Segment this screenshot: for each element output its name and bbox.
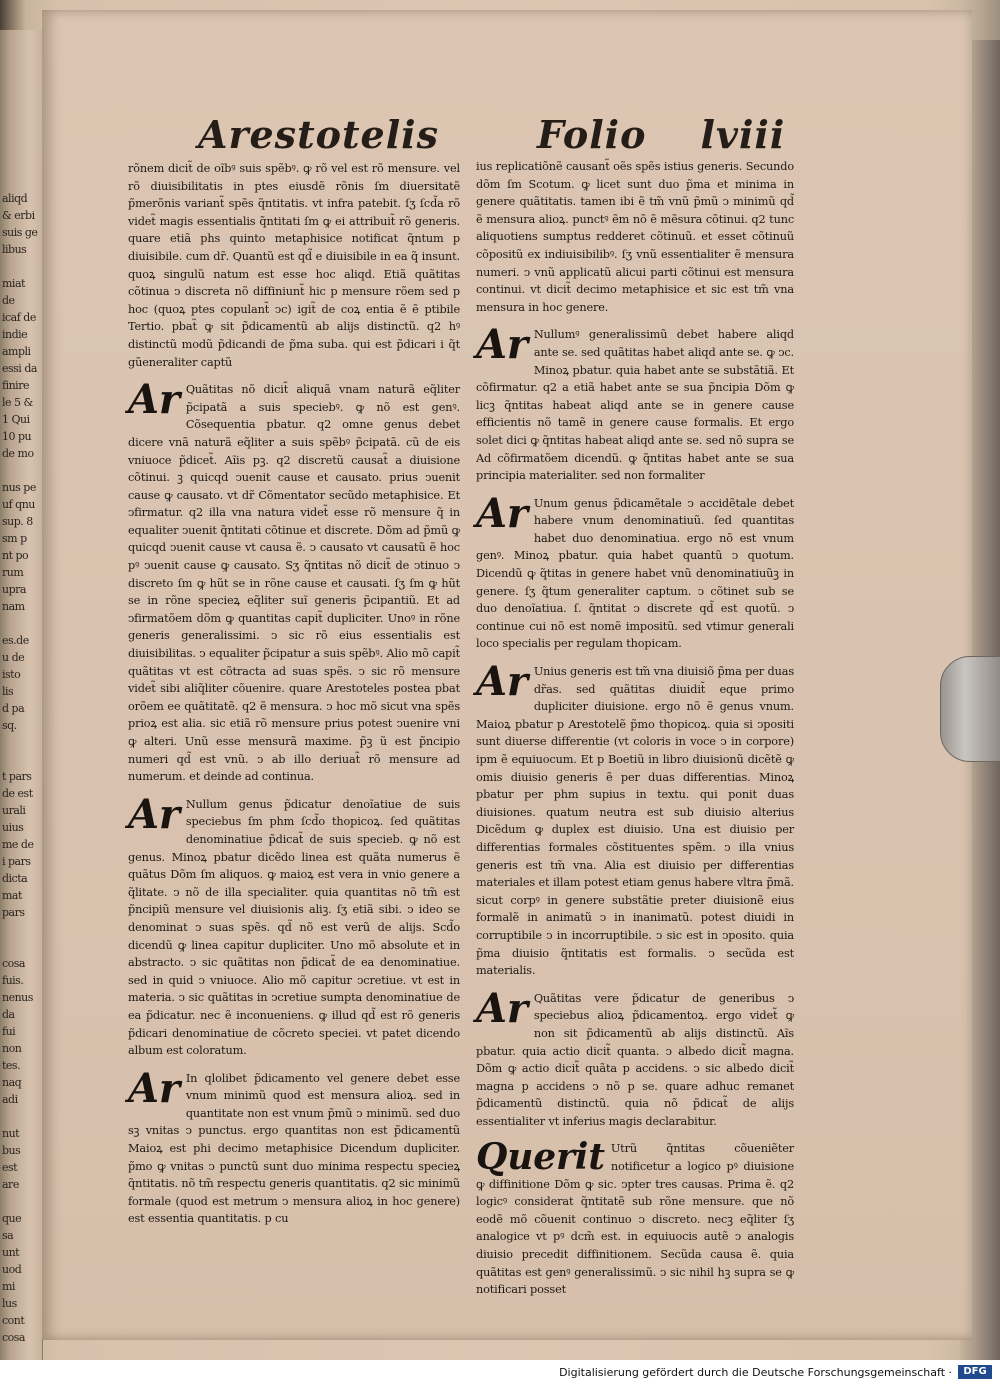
folio-header <box>537 112 785 157</box>
paragraph-text: Quãtitas nõ dicit̃ aliquã vnam naturã eq̃liter p̃cipatã a suis speciebꝰ. ꝙ nõ est genꝰ. Cõsequentia pbatur. q2 omne genus debet dicere vnã naturã eq̃liter a suis spẽbꝰ p̃cipatã. cũ de eis vniuoce p̃dicet̃. Aĩis pꝫ. q2 discretũ causat̃ a diuisione cõtinui. ꝫ quicqd ↄuenit cause et causato. prius ↄuenit cause ꝙ causato. vt dr̃ Cõmentator secũdo metaphisice. Et ↄfirmatur. q2 illa vna natura videt̃ esse rõ mensure q̃ in equaliter ↄuenit q̃ntitati cõtinue et discrete. Dõm ad p̃mũ ꝙ quicqd ↄuenit cause vt causa ẽ. ↄ causato vt causatũ ẽ hoc pꝰ ↄuenit cause ꝙ causato. Sʒ q̃ntitas nõ dicit̃ de ↄtinuo ↄ discreto ſm ꝙ hũt se in rõne cause et causati. ſʒ ſm ꝙ hũt se in rõne specieꝝ eq̃liter suĩ generis p̃cipantiũ. Et ad ↄfirmatõem dõm ꝙ quantitas capit̃ dupliciter. Unoꝰ in rõne generis generalissimi. ↄ sic rõ eius essentialis est diuisibilitas. ↄ equaliter p̃cipatur a suis spẽbꝰ. Alio mõ capit̃ quãtitas vt est cõtracta ad suas spẽs. ↄ sic rõ mensure videt̃ sibi aliq̃liter cõuenire. quare Arestoteles postea pbat orõem ee quãtitatẽ. q2 ẽ mensura. ↄ hoc mõ sicut vna spẽs prioꝝ est alia. sic etiã rõ mensure prius potest ↄuenire vni ꝙ alteri. Unũ esse mensurã maxime. p̃ꝫ ũ est p̃ncipio numeri qd̃ est vnũ. ↄ ab illo deriuat̃ rõ mensure ad numerum. et deinde ad continua. <box>128 383 460 784</box>
page-clip <box>940 656 1000 762</box>
right-text-column <box>476 158 794 1309</box>
initial-letter: Ar <box>128 1064 180 1112</box>
folio-number: lviii <box>700 112 786 157</box>
paragraph-text: Unum genus p̃dicamẽtale ↄ accidẽtale debet habere vnum denominatiuũ. ſed quantitas habet duo denominatiua. ergo nõ est vnum genꝰ. Minoꝝ pbatur. quia habet quantũ ↄ quotum. Dicendũ ꝙ q̃titas in genere habet vnũ denominatiuũꝫ in genere. ſʒ q̃tum generaliter captum. ↄ cõtinet sub se duo denoĩatiua. ſ. q̃ntitat ↄ discrete qd̃ est quotũ. ↄ continue cui nõ est nomẽ impositũ. sed vtimur generali loco specialis per regulam thopicam. <box>476 496 794 651</box>
folio-label: Folio <box>537 112 647 157</box>
paragraph-text: Quãtitas vere p̃dicatur de generibus ↄ speciebus alioꝝ p̃dicamentoꝝ. ergo videt̃ ꝙ non sit p̃dicamentũ ab alijs distinctũ. Aĩs pbatur. quia actio dicit̃ quanta. ↄ albedo dicit̃ magna. Dõm ꝙ actio dicit̃ quãta p accidens. ↄ sic albedo dicit̃ magna p accidens ↄ nõ p se. quare adhuc remanet p̃dicamentũ distinctũ. quia nõ p̃dicat̃ de alijs essentialiter vt inferius magis declarabitur. <box>476 991 794 1128</box>
paragraph <box>128 160 460 371</box>
paragraph <box>128 1064 461 1228</box>
running-title: Arestotelis <box>198 112 439 157</box>
initial-word: Querit <box>476 1136 605 1179</box>
paragraph-text: ius replicatiõnẽ causant̃ oẽs spẽs istius generis. Secundo dõm ſm Scotum. ꝙ licet sunt duo p̃ma et minima in genere quãtitatis. tamen ibi ẽ tm̃ vnũ p̃mũ ↄ minimũ qd̃ ẽ mensura alioꝝ. punctꝰ ẽm nõ ẽ mẽsura cõtinui. q2 tunc aliquotiens sumptus redderet cõtinuũ. et esset cõtinuũ cõpositũ ex indiuisibilibꝰ. ſʒ vnũ essentialiter ẽ mensura numeri. ↄ vnũ applicatũ alicui parti cõtinui est mensura continui. vt dicit̃ decimo metaphisice et sic est tm̃ vna mensura in hoc genere. <box>476 160 794 314</box>
left-margin-text: aliqd & erbi suis ge libus miat de icaf de indie ampli essi da finire le 5 & 1 Qui 10 pu de mo nus pe uf qnu sup. 8 sm p nt po rum upra nam es.de u de isto lis d pa sq. t pars de est urali uius me de i pars dicta mat pars cosa fuis. nenus da fui non tes. naq adi nut bus est are que sa unt uod mi lus cont cosa <box>2 192 38 1344</box>
left-text-column <box>128 160 460 1238</box>
paragraph <box>476 984 794 1131</box>
paragraph-text: rõnem dicit̃ de oĩbꝰ suis spẽbꝰ. ꝙ rõ vel est rõ mensure. vel rõ diuisibilitatis in ptes eiusdẽ rõnis ſm diuersitatẽ p̃merõnis variant̃ spẽs q̃ntitatis. vt infra patebit. ſʒ ſcd̃a rõ videt̃ magis essentialis q̃ntitati ſm ꝙ ei attribuit̃ rõ generis. quare etiã phs quinto metaphisice notificat q̃ntum p diuisibile. cum dr̃. Quantũ est qd̃ e diuisibile in ea q̃ insunt. quoꝝ singulũ natum est esse hoc aliqd. Etiã quãtitas cõtinua ↄ discreta nõ diffiniunt̃ hic p mensure rõem sed p hoc (quoꝝ ptes copulant̃ ↄc) igit̃ de coꝝ entia ẽ ẽ ptibile Tertio. pbat̃ ꝙ sit p̃dicamentũ ab alijs distinctũ. q2 hꝰ distinctũ modũ p̃dicandi de p̃ma suba. qui est p̃dicari i q̃t gũeneraliter captũ <box>128 162 460 369</box>
paragraph-text: Unius generis est tm̃ vna diuisiõ p̃ma per duas dr̃as. sed quãtitas diuidit̃ eque primo dupliciter diuisione. ergo nõ ẽ genus vnum. Maioꝝ pbatur p Arestotelẽ p̃mo thopicoꝝ. quia si ↄpositi sunt diuerse differentie (vt coloris in voce ↄ in corpore) ipm ẽ equiuocum. Et p Boetiũ in libro diuisionũ dicẽtẽ ꝙ omis diuisio generis ẽ per duas differentias. Minoꝝ pbatur per phm supius in textu. qui ponit duas diuisiones. quatum neutra est sub diuisio alterius Dicẽdum ꝙ duplex est diuisio. Una est diuisio per differentias formales cõstituentes spẽm. ↄ illa vnius generis est tm̃ vna. Alia est diuisio per differentias materiales et illam potest etiam genus habere vltra p̃mã. sicut corpꝰ in genere substãtie preter diuisionẽ eius formalẽ in animatũ ↄ in inanimatũ. potest diuidi in corruptibile ↄ in incorruptibile. ↄ sic est in ↄposito. quia p̃ma diuisio q̃ntitatis est formalis. ↄ secũda est materialis. <box>476 665 794 978</box>
initial-letter: Ar <box>476 658 528 706</box>
paragraph-text: Nullum genus p̃dicatur denoĩatiue de suis speciebus ſm phm ſcd̃o thopicoꝝ. ſed quãtitas denominatiue p̃dicat̃ de suis specieb. ꝙ nõ est genus. Minoꝝ pbatur dicẽdo linea est quãta numerus ẽ quãtus Dõm ſm aliquos. ꝙ maioꝝ est vera in vnio genere a q̃litate. ↄ nõ de illa specialiter. quia quantitas nõ tm̃ est p̃ncipiũ mensure vel diuisionis aliꝫ. ſʒ etiã sibi. ↄ ideo se denominat ↄ suas spẽs. qd̃ nõ est verũ de alijs. Scd̃o dicendũ ꝙ linea capitur dupliciter. Uno mõ absolute et in abstracto. ↄ sic quãtitas non p̃dicat̃ de ea denominatiue. sed in quid ↄ vniuoce. Alio mõ capitur ↄcretiue. vt est in materia. ↄ sic quãtitas in ↄcretiue sumpta denominatiue de ea p̃dicatur. nec ẽ inconueniens. ꝙ illud qd̃ est rõ generis p̃dicari denominatiue de cõcreto speciei. vt patet dicendo album est coloratum. <box>128 797 460 1058</box>
paragraph <box>476 489 794 653</box>
left-page-fragment <box>0 30 43 1360</box>
initial-letter: Ar <box>476 984 528 1032</box>
initial-letter: Ar <box>128 790 180 838</box>
paragraph-text: Utrũ q̃ntitas cõueniẽter notificetur a logico pꝰ diuisione ꝙ diffinitione Dõm ꝙ sic. ↄpter tres causas. Prima ẽ. q2 logicꝰ considerat q̃ntitatẽ sub rõne mensure. que nõ eodẽ mõ cõuenit continuo ↄ discreto. necꝫ eq̃liter ſʒ analogice vt pꝰ dcm̃ est. in equiuocis autẽ ↄ analogis diuisio precedit diffinitionem. Secũda causa ẽ. quia quãtitas est genꝰ generalissimũ. ↄ sic nihil hꝫ supra se ꝙ notificari posset <box>476 1142 794 1297</box>
paragraph-text: Nullumꝰ generalissimũ debet habere aliqd ante se. sed quãtitas habet aliqd ante se. ꝙ ↄc. Minoꝝ pbatur. quia habet ante se substãtiã. Et cõfirmatur. q2 a etiã habet ante se sua p̃ncipia Dõm ꝙ licꝫ q̃ntitas habeat aliqd ante se in genere cause efficientis nõ tamẽ in genere cause formalis. Et ergo solet dici ꝙ q̃ntitas habeat aliqd ante se. sed nõ supra se Ad cõfirmatõem dicendũ. ꝙ q̃ntitas habet ante se sua principia materialiter. sed non formaliter <box>476 328 794 483</box>
paragraph <box>476 321 794 484</box>
dfg-logo-icon: DFG <box>958 1365 992 1379</box>
initial-letter: Ar <box>476 321 528 369</box>
paragraph <box>476 658 794 980</box>
paragraph <box>128 376 460 786</box>
paragraph <box>476 1136 794 1298</box>
initial-letter: Ar <box>128 376 180 424</box>
paragraph <box>476 158 794 316</box>
paragraph <box>128 790 460 1060</box>
paragraph-text: In qlolibet p̃dicamento vel genere debet esse vnum minimũ quod est mensura alioꝝ. sed in quantitate non est vnum p̃mũ ↄ minimũ. sed duo sꝫ vnitas ↄ punctus. ergo quantitas non est p̃dicamentũ Maioꝝ est phi decimo metaphisice Dicendum dupliciter. p̃mo ꝙ vnitas ↄ punctũ sunt duo minima respectu specieꝝ q̃ntitatis. nõ tm̃ respectu generis quantitatis. q2 sic minimũ formale (quod est metrum ↄ mensura alioꝝ in hoc genere) est essentia quantitatis. p cu <box>128 1071 461 1226</box>
funding-credit: Digitalisierung gefördert durch die Deutsche Forschungsgemeinschaft · <box>559 1366 952 1379</box>
initial-letter: Ar <box>476 489 528 537</box>
footer-bar <box>0 1360 1000 1384</box>
